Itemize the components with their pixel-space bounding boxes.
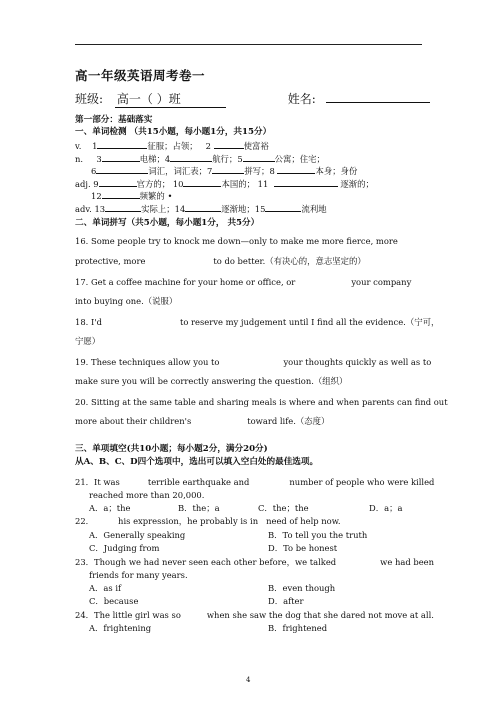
page-number: 4 — [246, 676, 251, 684]
hint-text: 逐渐地； — [221, 204, 255, 214]
class-field[interactable]: 高一（ ）班 — [115, 90, 226, 108]
q-number: 2 — [205, 141, 211, 151]
q16-line-1: 16. Some people try to knock me down—only to make me more fierce, more — [75, 236, 398, 246]
q24-option-a[interactable]: A．frightening — [89, 623, 152, 633]
q17-line-1 — [75, 276, 411, 288]
q24-option-b[interactable]: B．frightened — [268, 623, 328, 633]
answer-blank[interactable] — [185, 202, 221, 212]
q-text: 19. These techniques allow you to — [75, 357, 220, 367]
q16-line-2 — [75, 255, 366, 267]
hint-text: 拼写； — [244, 166, 270, 176]
q22-option-c[interactable]: C．Judging from — [89, 543, 160, 553]
q22-option-b[interactable]: B．To tell you the truth — [268, 530, 368, 540]
answer-blank[interactable] — [183, 177, 221, 187]
q-number: 13 — [94, 204, 106, 214]
pos-label: adj. — [75, 179, 91, 189]
vocab-adj-line-2 — [91, 189, 172, 202]
q-text: your thoughts quickly as well as to — [283, 357, 432, 367]
q18-line-2: 宁愿） — [75, 336, 101, 346]
vocab-verb-line — [75, 139, 269, 152]
hint-text: 本身；身份 — [315, 166, 358, 176]
answer-blank[interactable] — [277, 164, 315, 174]
q23-option-d[interactable]: D．after — [268, 596, 304, 606]
hint-text: 实际上； — [141, 204, 175, 214]
answer-blank[interactable] — [120, 476, 148, 485]
q21-option-a[interactable]: A．a；the — [89, 503, 131, 513]
answer-blank[interactable] — [105, 202, 141, 212]
answer-blank[interactable] — [97, 139, 147, 149]
section3-instruction: 从A、B、C、D四个选项中，选出可以填入空白处的最佳选项。 — [75, 457, 319, 467]
q-text: 23．Though we had never seen each other before，we talked — [75, 557, 337, 567]
hint-text: 电梯； — [139, 154, 165, 164]
q-number: 10 — [172, 179, 184, 189]
q23-line-2: friends for many years. — [89, 570, 188, 580]
q-text: your company — [351, 277, 412, 287]
hint-text: 使富裕 — [243, 141, 269, 151]
q-text: to do better.（有决心的，意志坚定的） — [213, 256, 366, 266]
hint-text: 公寓；住宅； — [274, 154, 325, 164]
q-text: 24．The little girl was so — [75, 610, 181, 620]
answer-blank[interactable] — [243, 152, 275, 162]
hint-text: 官方的； — [136, 179, 171, 189]
q23-option-b[interactable]: B．even though — [268, 583, 336, 593]
q-number: 1 — [92, 141, 98, 151]
q23-line-1 — [75, 556, 434, 568]
answer-blank[interactable] — [274, 177, 338, 187]
q-text: terrible earthquake and — [147, 477, 250, 487]
q-number: 6 — [91, 166, 97, 176]
section1-heading: 一、单词检测 （共15小题，每小题1分，共15分） — [75, 127, 272, 137]
q18-line-1 — [75, 316, 439, 328]
class-name-row — [75, 90, 430, 108]
hint-text: 词汇，词汇表； — [148, 166, 207, 176]
q-text: 17. Get a coffee machine for your home or office, or — [75, 277, 296, 287]
q22-option-a[interactable]: A．Generally speaking — [89, 530, 186, 540]
vocab-noun-line-2 — [91, 164, 357, 177]
answer-blank[interactable] — [265, 202, 301, 212]
q-number: 4 — [164, 154, 171, 164]
q21-line-2: reached more than 20,000. — [89, 490, 205, 500]
hint-text: 逐渐的； — [340, 179, 374, 189]
q-text: when she saw the dog that she dared not move at all. — [206, 610, 434, 620]
answer-blank[interactable] — [96, 164, 148, 174]
q-text: 18. I'd — [75, 317, 102, 327]
q-number: 5 — [237, 154, 243, 164]
q-number: 14 — [174, 204, 186, 214]
q21-option-c[interactable]: C．the；the — [258, 503, 309, 513]
q-text: to reserve my judgement until I find all the evidence.（宁可， — [179, 317, 440, 327]
answer-blank[interactable] — [212, 164, 244, 174]
q23-option-c[interactable]: C．because — [89, 596, 139, 606]
part1-heading: 第一部分：基础落实 — [75, 115, 153, 125]
q21-option-d[interactable]: D．a；a — [369, 503, 403, 513]
pos-label: v. — [75, 141, 82, 151]
q21-line-1 — [75, 476, 434, 488]
q-text: need of help now. — [266, 516, 341, 526]
answer-blank[interactable] — [102, 152, 140, 162]
q24-line-1 — [75, 609, 434, 621]
q-text: 21．It was — [75, 477, 120, 487]
hint-text: 频繁的 • — [139, 191, 173, 201]
hint-text: 流利地 — [301, 204, 327, 214]
q19-line-1 — [75, 356, 431, 368]
hint-text: 航行； — [212, 154, 238, 164]
section3-heading: 三、单项填空(共10小题；每小题2分，满分20分) — [75, 444, 268, 454]
q-number: 11 — [257, 179, 269, 189]
q17-line-2: into buying one.（说服） — [75, 296, 178, 306]
q-number: 9 — [93, 179, 99, 189]
page-title: 高一年级英语周考卷一 — [75, 68, 206, 83]
answer-blank[interactable] — [102, 189, 140, 199]
q21-option-b[interactable]: B．the；a — [178, 503, 220, 513]
q20-line-1: 20. Sitting at the same table and sharing meals is where and when parents can find out — [75, 397, 448, 407]
q-text: more about their children's — [75, 416, 192, 426]
q-text: 22． — [75, 516, 95, 526]
answer-blank[interactable] — [99, 177, 137, 187]
pos-label: adv. — [75, 204, 92, 214]
q20-line-2 — [75, 415, 329, 427]
hint-text: 本国的； — [221, 179, 255, 189]
class-label: 班级: — [75, 92, 104, 106]
answer-blank[interactable] — [170, 152, 212, 162]
q-number: 12 — [91, 191, 102, 201]
name-field[interactable] — [326, 102, 430, 103]
q-text: toward life.（态度） — [247, 416, 330, 426]
q-number: 7 — [206, 166, 213, 176]
vocab-adv-line — [75, 202, 327, 215]
q22-option-d[interactable]: D．To be honest — [268, 543, 338, 553]
hint-text: 征服；占领； — [147, 141, 198, 151]
q-text: his expression，he probably is in — [118, 516, 259, 526]
answer-blank[interactable] — [214, 139, 244, 149]
q23-option-a[interactable]: A．as if — [89, 583, 122, 593]
q-number: 15 — [254, 204, 266, 214]
name-label: 姓名: — [287, 92, 316, 106]
q-number: 3 — [96, 154, 102, 164]
q-text: protective, more — [75, 256, 146, 266]
q-text: we had been — [380, 557, 435, 567]
pos-label: n. — [75, 154, 84, 164]
header-rule — [75, 44, 422, 45]
q22-line-1 — [75, 515, 341, 527]
q-text: number of people who were killed — [289, 477, 435, 487]
q-number: 8 — [269, 166, 275, 176]
q19-line-2: make sure you will be correctly answering the question.（组织） — [75, 376, 348, 386]
section2-heading: 二、单词拼写（共5小题，每小题1分， 共5分） — [75, 218, 260, 228]
